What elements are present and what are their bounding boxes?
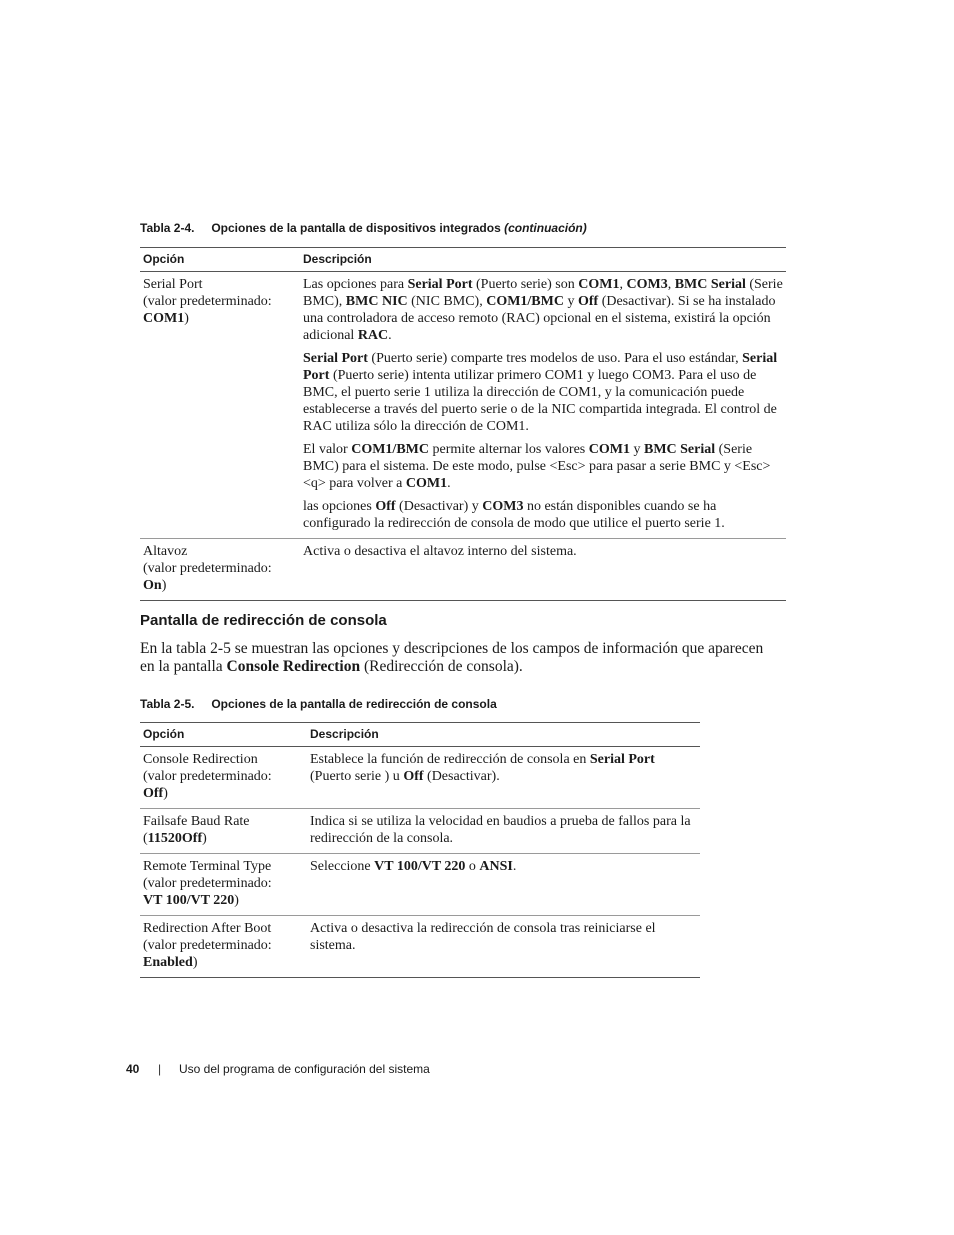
col-header-description: Descripción (307, 723, 700, 747)
table-caption-2-5 (140, 697, 497, 711)
section-intro (140, 640, 780, 676)
table-title: Opciones de la pantalla de dispositivos integrados (211, 221, 501, 235)
option-failsafe-baud-rate: Failsafe Baud Rate (11520Off) (140, 809, 307, 854)
footer-title: Uso del programa de configuración del sistema (179, 1062, 430, 1076)
intro-text-end: (Redirección de consola). (360, 658, 523, 675)
section-heading: Pantalla de redirección de consola (140, 612, 387, 629)
col-header-option: Opción (140, 723, 307, 747)
col-header-description: Descripción (300, 248, 786, 272)
table-2-5 (140, 722, 700, 978)
table-continued: (continuación) (504, 221, 587, 235)
intro-text: En la tabla 2-5 se muestran las opciones y descripciones de los campos de información que aparecen en la pantalla (140, 640, 764, 675)
description-redirection-after-boot: Activa o desactiva la redirección de consola tras reiniciarse el sistema. (307, 916, 700, 978)
table-label: Tabla 2-5. (140, 697, 195, 711)
table-row (140, 854, 700, 916)
table-caption-2-4 (140, 221, 587, 235)
description-serial-port: Las opciones para Serial Port (Puerto serie) son COM1, COM3, BMC Serial (Serie BMC), BMC NIC (NIC BMC), COM1/BMC y Off (Desactivar). Si se ha instalado una controladora de acceso remoto (RAC) opcional en el sistema, existirá la opción adicional RAC. Serial Port (Puerto serie) comparte tres modelos de uso. Para el uso estándar, Serial Port (Puerto serie) intenta utilizar primero COM1 y luego COM3. Para el uso de BMC, el puerto serie 1 utiliza la dirección de COM1, y la comunicación puede establecerse a través del puerto serie o de la NIC compartida integrada. El control de RAC utiliza sólo la dirección de COM1. El valor COM1/BMC permite alternar los valores COM1 y BMC Serial (Serie BMC) para el sistema. De este modo, pulse <Esc> para pasar a serie BMC y <Esc><q> para volver a COM1. las opciones Off (Desactivar) y COM3 no están disponibles cuando se ha configurado la redirección de consola de modo que utilice el puerto serie 1. (300, 272, 786, 539)
page-number: 40 (126, 1062, 140, 1076)
table-row (140, 272, 786, 539)
option-console-redirection: Console Redirection (valor predeterminado: Off) (140, 747, 307, 809)
table-header-row (140, 248, 786, 272)
table-label: Tabla 2-4. (140, 221, 195, 235)
table-title: Opciones de la pantalla de redirección de consola (211, 697, 497, 711)
intro-console-redirection: Console Redirection (226, 658, 361, 675)
footer-separator: | (158, 1062, 162, 1076)
table-header-row (140, 723, 700, 747)
option-redirection-after-boot: Redirection After Boot (valor predeterminado: Enabled) (140, 916, 307, 978)
description-console-redirection: Establece la función de redirección de consola en Serial Port (Puerto serie ) u Off (Desactivar). (307, 747, 700, 809)
option-remote-terminal-type: Remote Terminal Type (valor predeterminado: VT 100/VT 220) (140, 854, 307, 916)
table-2-4 (140, 247, 786, 601)
description-altavoz: Activa o desactiva el altavoz interno del sistema. (300, 539, 786, 601)
description-remote-terminal-type: Seleccione VT 100/VT 220 o ANSI. (307, 854, 700, 916)
table-row (140, 809, 700, 854)
option-altavoz: Altavoz (valor predeterminado: On) (140, 539, 300, 601)
description-failsafe-baud-rate: Indica si se utiliza la velocidad en baudios a prueba de fallos para la redirección de la consola. (307, 809, 700, 854)
table-row (140, 539, 786, 601)
table-row (140, 747, 700, 809)
col-header-option: Opción (140, 248, 300, 272)
table-row (140, 916, 700, 978)
option-serial-port: Serial Port (valor predeterminado: COM1) (140, 272, 300, 539)
